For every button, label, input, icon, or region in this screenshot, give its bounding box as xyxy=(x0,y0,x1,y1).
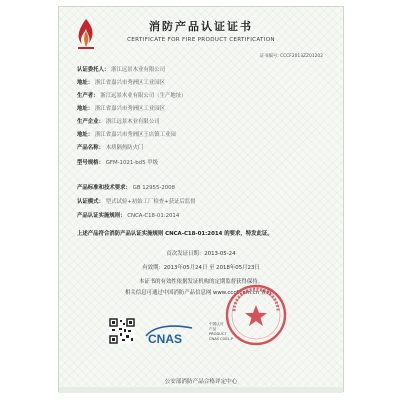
cnas-logo-text: CNAS xyxy=(148,332,183,346)
factory-address-value: 浙江省嘉兴市秀洲区王店镇工业园 xyxy=(94,132,176,138)
factory-label: 生产企业： xyxy=(77,119,104,125)
factory-address-row xyxy=(77,130,176,138)
producer-address-label: 地址： xyxy=(77,106,94,112)
client-label: 认证委托人： xyxy=(77,67,110,73)
standard-label: 产品标准和技术要求： xyxy=(77,185,131,191)
cert-mode-row xyxy=(77,197,196,205)
product-label: 产品名称： xyxy=(77,145,104,151)
rules-row xyxy=(77,211,179,219)
model-row xyxy=(77,158,158,166)
cnas-logo-icon xyxy=(142,322,200,346)
certificate-subtitle: CERTIFICATE FOR FIRE PRODUCT CERTIFICATION xyxy=(127,37,275,43)
validity-note: 本证书的有效性依据发证机构的定期监督获得保持。 xyxy=(139,279,263,285)
qr-code-icon xyxy=(109,318,135,344)
client-address-label: 地址： xyxy=(77,80,94,86)
first-issue-date: 首次发证日期：2013-05-24 xyxy=(166,251,236,257)
compliance-statement: 上述产品符合消防产品认证实施规则 CNCA-C18-01:2014 的要求，特发此证。 xyxy=(77,231,273,237)
cnas-sub-line-4: CNAS C001-P xyxy=(209,337,233,341)
standard-row xyxy=(77,183,175,191)
certificate xyxy=(58,6,344,392)
validity-period: 有效期：2013年05月24日 至 2018年05月23日 xyxy=(142,265,260,271)
producer-label: 生产者： xyxy=(77,93,99,99)
cert-mode-label: 认证模式： xyxy=(77,199,104,205)
cnas-sub-line-2: 产品 xyxy=(209,327,217,331)
rules-value: CNCA-C18-01:2014 xyxy=(127,213,180,219)
producer-row xyxy=(77,91,187,99)
certificate-title: 消防产品认证证书 xyxy=(149,20,253,33)
model-label: 型号规格： xyxy=(77,160,104,166)
producer-address-row xyxy=(77,104,165,112)
client-row xyxy=(77,65,165,73)
footer-pattern-bar xyxy=(59,387,343,393)
certificate-number: 证书编号: CCCF2013ZZ01202 xyxy=(259,54,323,59)
issuing-authority: 公安部消防产品合格评定中心 xyxy=(164,379,238,385)
rules-label: 产品认证实施规则： xyxy=(77,213,126,219)
model-value: GFM-1021-bd5 甲级 xyxy=(105,160,158,166)
official-seal-icon xyxy=(224,283,288,347)
factory-value: 浙江远景木业有限公司 xyxy=(105,119,160,125)
cnas-sub-line-1: 中国认可 xyxy=(209,322,224,326)
factory-address-label: 地址： xyxy=(77,132,94,138)
client-address-value: 浙江省嘉兴市秀洲区工业园区 xyxy=(94,80,165,86)
cert-mode-value: 型式试验+初始工厂检查+获证后监督 xyxy=(105,199,196,205)
cnas-sub-line-3: PRODUCT xyxy=(209,332,227,336)
standard-value: GB 12955-2008 xyxy=(132,185,176,191)
client-value: 浙江远景木业有限公司 xyxy=(111,67,165,73)
factory-row xyxy=(77,117,160,125)
producer-address-value: 浙江省嘉兴市秀洲区工业园区 xyxy=(94,106,165,112)
product-row xyxy=(77,143,143,151)
client-address-row xyxy=(77,78,165,86)
producer-value: 浙江远景木业有限公司（生产地址） xyxy=(100,93,187,99)
product-value: 木质隔热防火门 xyxy=(105,145,144,151)
inquiry-note: 相关信息可通过中国消防产品信息网 www.cccf.com.cn 查询。 xyxy=(124,290,277,296)
